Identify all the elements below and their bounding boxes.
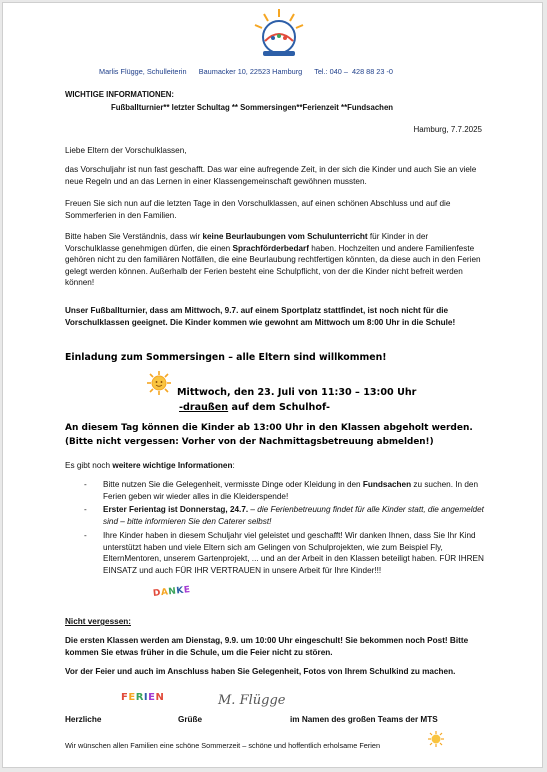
notice-heading: WICHTIGE INFORMATIONEN: xyxy=(65,90,175,99)
school-logo xyxy=(251,7,307,61)
paragraph-intro: das Vorschuljahr ist nun fast geschafft. Das war eine aufregende Zeit, in der sich die Kinder und auch Sie an viele neue Regeln und an das Lernen in einer Klassengemeinschaft gewöhnen mussten. xyxy=(65,165,477,186)
policy-text: für Kinder in der Vorschulklasse genehmigen dürfen, die einen xyxy=(65,232,429,253)
event-place-outside: -draußen xyxy=(179,402,229,413)
ferien-sticker: FERIEN xyxy=(121,692,165,703)
invite-heading: Einladung zum Sommersingen – alle Eltern sind willkommen! xyxy=(65,352,387,363)
danke-sticker: DANKE xyxy=(152,585,192,599)
remember-enrolment: Die ersten Klassen werden am Dienstag, 9.9. um 10:00 Uhr eingeschult! Sie bekommen noch Post! Bitte kommen Sie etwas früher in die Schule, um die Feier nicht zu stören. xyxy=(65,636,469,657)
policy-emphasis: keine Beurlaubungen vom Schulunterricht xyxy=(202,232,368,241)
policy-text: Bitte haben Sie Verständnis, dass wir xyxy=(65,232,203,241)
bullet-italic: – die Ferienbetreuung findet für alle Kinder statt, die angemeldet sind – bitte informieren Sie den Caterer selbst! xyxy=(103,505,484,526)
bullet-emphasis: Erster Ferientag ist Donnerstag, 24.7. xyxy=(103,505,249,514)
paragraph-leave-policy xyxy=(65,231,485,289)
event-place-yard: auf dem Schulhof- xyxy=(228,402,330,413)
school-address: Marlis Flügge, Schulleiterin Baumacker 10, 22523 Hamburg Tel.: 040 – 428 88 23 -0 xyxy=(99,67,393,76)
policy-emphasis: Sprachförderbedarf xyxy=(232,243,309,253)
closing-team: im Namen des großen Teams der MTS xyxy=(290,715,438,724)
notice-topics: Fußballturnier** letzter Schultag ** Sommersingen**Ferienzeit **Fundsachen xyxy=(111,103,394,112)
small-sun-icon xyxy=(428,731,444,747)
more-info-text: Es gibt noch xyxy=(65,461,113,470)
more-info-intro xyxy=(65,460,235,472)
letter-page xyxy=(2,2,543,768)
bullet-dash: - xyxy=(84,531,87,540)
bullet-emphasis: Fundsachen xyxy=(362,480,412,489)
remember-photos: Vor der Feier und auch im Anschluss haben Sie Gelegenheit, Fotos von Ihrem Schulkind zu machen. xyxy=(65,667,456,676)
remember-heading: Nicht vergessen: xyxy=(65,617,131,626)
bullet-text: Bitte nutzen Sie die Gelegenheit, vermisste Dinge oder Kleidung in den xyxy=(103,480,363,489)
paragraph-vacation: Freuen Sie sich nun auf die letzten Tage in den Vorschulklassen, auf einen schönen Abschluss und auf die Sommerferien in den Familien. xyxy=(65,199,451,220)
bullet-text: Ihre Kinder haben in diesem Schuljahr viel geleistet und geschafft! Wir danken Ihnen, dass Sie Ihr Kind unterstützt haben und viele Eltern sich am Gelingen von Schulprojekten, wie zum Beispiel Fly, ElternMentoren, unserem Gartenprojekt, ... und an der Arbeit in den Klassen beteiligt haben. FÜR IHREN EINSATZ und auch FÜR IHR VERTRAUEN in unsere Arbeit für Ihre Kinder!!! xyxy=(103,531,484,575)
closing-gruesse: Grüße xyxy=(178,715,203,724)
info-bullet-thanks xyxy=(84,530,487,576)
more-info-text: : xyxy=(232,461,235,470)
more-info-emphasis: weitere wichtige Informationen xyxy=(112,461,233,470)
event-time: Mittwoch, den 23. Juli von 11:30 – 13:00 Uhr xyxy=(177,387,417,398)
signature: M. Flügge xyxy=(218,693,286,708)
closing-herzliche: Herzliche xyxy=(65,715,102,724)
event-place xyxy=(179,401,330,415)
pickup-info: An diesem Tag können die Kinder ab 13:00 Uhr in den Klassen abgeholt werden. xyxy=(65,423,473,433)
date-line: Hamburg, 7.7.2025 xyxy=(413,125,482,134)
footer-wishes: Wir wünschen allen Familien eine schöne Sommerzeit – schöne und hoffentlich erholsame Ferien xyxy=(65,741,381,750)
policy-text: haben. Hochzeiten und andere Familienfeste gehören nicht zu den familiären Notfällen, die eine Beurlaubung rechtfertigen könnten, da diese auch in den Ferien gelegt werden können. Außerhalb der Ferien besteht eine Schulpflicht, von der die Kinder nicht befreit werden können! xyxy=(65,243,481,287)
pickup-reminder: (Bitte nicht vergessen: Vorher von der Nachmittagsbetreuung abmelden!) xyxy=(65,437,434,447)
info-bullet-lost-found xyxy=(84,479,487,502)
bullet-dash: - xyxy=(84,505,87,514)
salutation: Liebe Eltern der Vorschulklassen, xyxy=(65,146,187,155)
bullet-text: zu suchen. In den Ferien geben wir wieder alles in die Kleiderspende! xyxy=(103,480,479,501)
info-bullet-holiday xyxy=(84,504,487,527)
sun-icon xyxy=(147,371,171,395)
paragraph-football: Unser Fußballturnier, dass am Mittwoch, 9.7. auf einem Sportplatz stattfindet, ist noch nicht für die Vorschulklassen geeignet. Die Kinder kommen wie gewohnt am Mittwoch um 8:00 Uhr in die Schule! xyxy=(65,306,456,327)
bullet-dash: - xyxy=(84,480,87,489)
